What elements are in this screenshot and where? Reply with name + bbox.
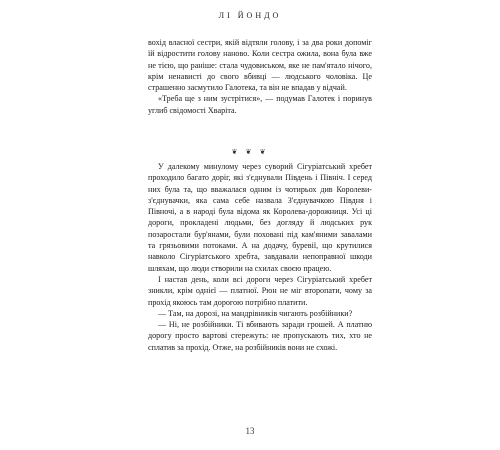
text-section-1 xyxy=(148,37,372,116)
paragraph: І настав день, коли всі дороги через Сігуріатський хребет зникли, крім однієї — платної. Рюн не міг второпати, чому за прохід якоюсь там дорогою потрібно платити. xyxy=(148,274,372,307)
page-number: 13 xyxy=(245,426,255,436)
running-header: ЛІ ЙОНДО xyxy=(218,11,282,20)
paragraph: — Ні, не розбійники. Ті вбивають заради грошей. А платню дорогу просто вартові стережуть: не пропускають тих, хто не сплатив за прохід. Отже, на розбійників вони не схожі. xyxy=(148,320,372,352)
paragraph: вохід власної сестри, якій відтяли голову, і за два роки допоміг їй відростити голову наново. Коли сестра ожила, вона була вже не тією, що раніше: стала чудовиськом, яке не пам'ятало нічого, крім ненависті до свого вбивці — людського чоловіка. Це страшенно засмутило Галотека, та він не впадав у відчай. xyxy=(148,38,372,93)
section-separator-ornament: ❦ ❦ ❦ xyxy=(231,148,269,156)
text-section-2 xyxy=(148,161,372,353)
paragraph: У далекому минулому через суворий Сігуріатський хребет проходило багато доріг, які з'єднували Південь і Північ. І серед них була та, що вважалася одним із чотирьох див Королеви-з'єднувачки, яка сама себе назвала З'єднувачкою Півдня і Півночі, а в народі була відома як Королева-дорожниця. Усі ці дороги, прокладені людьми, без догляду й людських рук позаростали бур'янами, були поховані під кам'яними завалами та грязьовими потоками. А на додачу, буревії, що крутилися навколо Сігуріатського хребта, завдавали непоправної шкоди шляхам, що люди створили на схилах своєю працею. xyxy=(148,162,372,273)
paragraph: «Треба ще з ним зустрітися», — подумав Галотек і поринув углиб свідомості Хваріта. xyxy=(148,94,372,115)
paragraph: — Там, на дорозі, на мандрівників чигають розбійники? xyxy=(158,308,353,318)
